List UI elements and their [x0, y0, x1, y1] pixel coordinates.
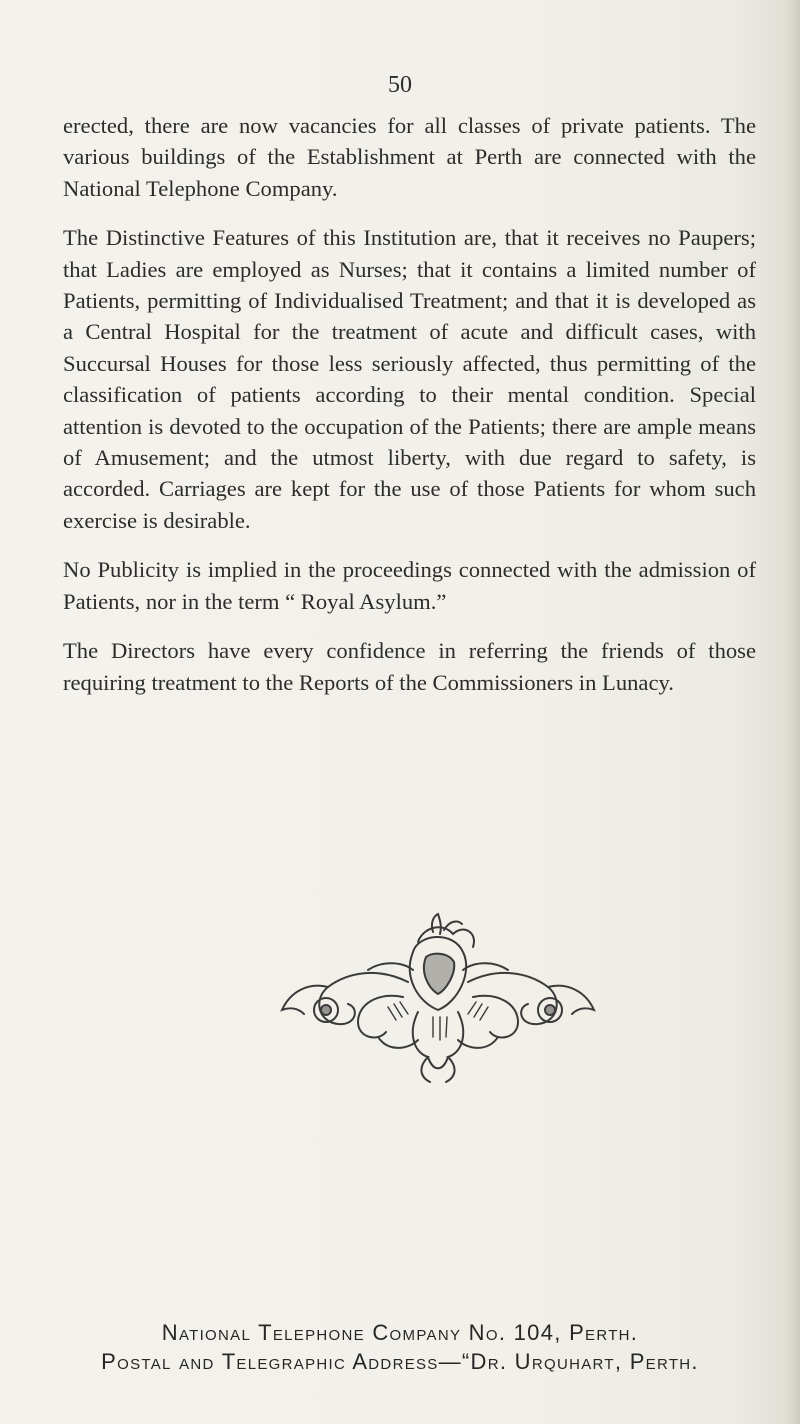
footer-postal-line: Postal and Telegraphic Address—“Dr. Urquhart, Perth.: [101, 1349, 699, 1374]
scrollwork-ornament-icon: [268, 912, 608, 1094]
body-text: [63, 110, 756, 716]
footer-address: [0, 1318, 800, 1376]
paragraph-2: The Distinctive Features of this Institution are, that it receives no Paupers; that Ladies are employed as Nurses; that it contains a limited number of Patients, permitting of Individualised Treatment; and that it is developed as a Central Hospital for the treatment of acute and difficult cases, with Succursal Houses for those less seriously affected, thus permitting of the classification of patients according to their mental condition. Special attention is devoted to the occupation of the Patients; there are ample means of Amusement; and the utmost liberty, with due regard to safety, is accorded. Carriages are kept for the use of those Patients for whom such exercise is desirable.: [63, 225, 756, 533]
page-number: 50: [388, 72, 412, 98]
paragraph-4: The Directors have every confidence in referring the friends of those requiring treatment to the Reports of the Commissioners in Lunacy.: [63, 638, 756, 695]
footer-telephone-line: National Telephone Company No. 104, Perth.: [161, 1320, 639, 1345]
paragraph-3: No Publicity is implied in the proceedings connected with the admission of Patients, nor in the term “ Royal Asylum.”: [63, 557, 756, 614]
paragraph-1: erected, there are now vacancies for all classes of private patients. The various buildings of the Establishment at Perth are connected with the National Telephone Company.: [63, 113, 756, 201]
page-edge-shadow: [786, 0, 800, 1424]
